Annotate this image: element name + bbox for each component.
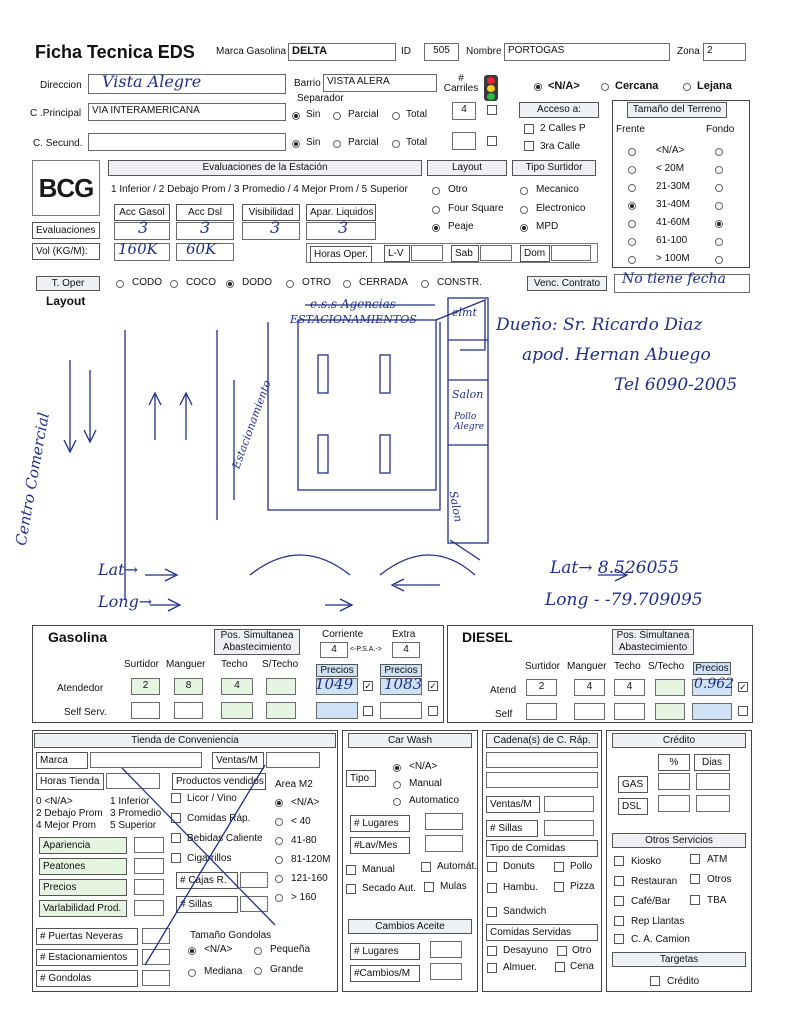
- tipo-comidas-label: Tipo de Comidas: [486, 840, 598, 857]
- gondola-pequena-label: Pequeña: [270, 944, 311, 955]
- servicio-kiosko-label: Kiosko: [631, 856, 662, 867]
- dsl-precio-value: 0.962: [694, 676, 735, 692]
- venc-contrato-handwritten: No tiene fecha: [622, 271, 726, 287]
- eval-acc-dsl-value: 3: [200, 218, 211, 237]
- cambios-lugares-field[interactable]: [430, 941, 462, 958]
- servida-almuer-checkbox[interactable]: [487, 963, 497, 973]
- vol-gas-value: 160K: [118, 240, 158, 258]
- sketch-text-salon: Salon: [452, 388, 484, 401]
- sketch-text-long: Long - -79.709095: [545, 590, 703, 610]
- carwash-na-radio[interactable]: [393, 764, 401, 772]
- area-label: 81-120M: [291, 854, 331, 865]
- puertas-neveras-field[interactable]: [142, 928, 170, 944]
- sketch-text-tel: Tel 6090-2005: [614, 375, 738, 395]
- eval-scale: 1 Inferior / 2 Debajo Prom / 3 Promedio / 4 Mejor Prom / 5 Superior: [111, 184, 408, 195]
- gondolas-label: # Gondolas: [36, 970, 138, 987]
- credito-gas-pct[interactable]: [658, 773, 690, 790]
- sillas-label: # Sillas: [176, 896, 238, 913]
- servida-desayuno-checkbox[interactable]: [487, 946, 497, 956]
- toper-coco-label: COCO: [186, 277, 216, 288]
- tienda-header: Tienda de Conveniencia: [34, 733, 336, 748]
- separador-label: Separador: [297, 93, 344, 104]
- carwash-automat-checkbox[interactable]: [421, 862, 431, 872]
- gas-self-precio-extra[interactable]: [380, 702, 422, 719]
- sketch-text-agencias: e.s.s Agencias: [310, 297, 396, 311]
- tienda-scale-4: 4 Mejor Prom: [36, 820, 97, 831]
- gas-atend-techo[interactable]: 4: [221, 678, 253, 695]
- gas-precio-corriente-checkbox[interactable]: ✓: [364, 681, 372, 691]
- eval-acc-gasol-value: 3: [138, 218, 149, 237]
- dsl-atend-surtidor[interactable]: 2: [526, 679, 557, 696]
- sketch-text-dueno: Dueño: Sr. Ricardo Diaz: [496, 315, 703, 335]
- carwash-secado-label: Secado Aut.: [362, 883, 416, 894]
- credito-dsl-dias[interactable]: [696, 795, 730, 812]
- acceso-2calles-label: 2 Calles P: [540, 123, 586, 134]
- credito-dsl-label: DSL: [618, 798, 648, 815]
- carwash-automatico-radio[interactable]: [393, 798, 401, 806]
- page-title: Ficha Tecnica EDS: [35, 42, 195, 62]
- servicio-restauran-label: Restauran: [631, 876, 678, 887]
- horas-tienda-label: Horas Tienda: [36, 773, 104, 790]
- servicio-cafe-label: Café/Bar: [631, 896, 671, 907]
- diesel-title: DIESEL: [462, 629, 513, 645]
- comida-sandwich-label: Sandwich: [503, 906, 547, 917]
- eval-col-visibilidad: Visibilidad: [242, 204, 300, 221]
- tienda-ventas-label: Ventas/M: [212, 752, 264, 769]
- cambios-aceite-header: Cambios Aceite: [348, 919, 472, 934]
- producto-label: Comidas Ráp.: [187, 813, 251, 824]
- toper-dodo-label: DODO: [242, 277, 272, 288]
- cajas-field[interactable]: [240, 872, 268, 888]
- tienda-eval-label: Peatones: [39, 858, 127, 875]
- cadena-name-field-1[interactable]: [486, 752, 598, 768]
- id-field[interactable]: 505: [424, 43, 459, 61]
- servida-cena-checkbox[interactable]: [555, 962, 565, 972]
- cambios-lugares-label: # Lugares: [350, 943, 420, 960]
- comida-hambu-label: Hambu.: [503, 882, 539, 893]
- area-label: 121-160: [291, 873, 328, 884]
- terreno-option-label: <N/A>: [656, 145, 685, 156]
- eval-col-acc-gasol: Acc Gasol: [114, 204, 170, 221]
- gas-atend-surtidor[interactable]: 2: [131, 678, 160, 695]
- terreno-option-label: 61-100: [656, 235, 688, 246]
- area-label: < 40: [291, 816, 311, 827]
- tienda-scale-2: 2 Debajo Prom: [36, 808, 103, 819]
- horas-lv-label: L-V: [384, 245, 410, 262]
- extra-field[interactable]: 4: [392, 642, 420, 658]
- carriles-field[interactable]: 4: [452, 102, 476, 120]
- cadena-header: Cadena(s) de C. Ráp.: [486, 733, 598, 748]
- dsl-self-techo[interactable]: [614, 703, 645, 720]
- sep2-sin-label: Sin: [306, 137, 321, 148]
- zona-label: Zona: [677, 46, 700, 57]
- comida-pizza-checkbox[interactable]: [554, 882, 564, 892]
- credito-gas-label: GAS: [618, 776, 648, 793]
- servicio-cafe-checkbox[interactable]: [614, 896, 624, 906]
- gas-precio-corriente-value: 1049: [315, 675, 354, 693]
- surtidor-mecanico-label: Mecanico: [536, 184, 579, 195]
- proximity-cercana-label: Cercana: [615, 80, 659, 92]
- tamano-gondolas-label: Tamaño Gondolas: [190, 930, 272, 941]
- gondola-grande-radio[interactable]: [254, 967, 262, 975]
- sep1-sin-label: Sin: [306, 109, 321, 120]
- toper-codo-label: CODO: [132, 277, 162, 288]
- gas-col-techo: Techo: [221, 659, 248, 670]
- dsl-precios-header: Precios: [693, 662, 731, 675]
- tienda-marca-label: Marca: [36, 752, 88, 769]
- toper-otro-label: OTRO: [302, 277, 331, 288]
- terreno-option-label: > 100M: [656, 253, 690, 264]
- layout-otro-label: Otro: [448, 184, 468, 195]
- dsl-atend-techo[interactable]: 4: [614, 679, 645, 696]
- bcg-logo-text: BCG: [38, 173, 94, 203]
- direccion-label: Direccion: [40, 80, 82, 91]
- tienda-marca-field[interactable]: [90, 752, 202, 768]
- comidas-servidas-label: Comidas Servidas: [486, 924, 598, 941]
- sketch-text-estacionamiento-vertical: Estacionamiento: [229, 378, 274, 471]
- dsl-atend-label: Atend: [490, 685, 517, 696]
- tienda-eval-label: Precios: [39, 879, 127, 896]
- dsl-self-precio[interactable]: [692, 703, 732, 720]
- servicio-atm-label: ATM: [707, 854, 728, 865]
- carwash-header: Car Wash: [348, 733, 472, 748]
- dsl-self-manguer[interactable]: [574, 703, 605, 720]
- horas-tienda-field[interactable]: [106, 773, 160, 789]
- cadena-sillas-field[interactable]: [544, 820, 594, 836]
- gondola-mediana-label: Mediana: [204, 966, 243, 977]
- cadena-name-field-2[interactable]: [486, 772, 598, 788]
- atendedor-label: Atendedor: [57, 683, 104, 694]
- acceso-header: Acceso a:: [519, 102, 599, 118]
- dsl-atend-stecho[interactable]: [655, 679, 685, 696]
- dsl-col-manguer: Manguer: [567, 661, 607, 672]
- producto-checkbox[interactable]: [171, 813, 181, 823]
- gas-precios-corriente-header: Precios: [316, 664, 358, 677]
- layout-section-title: Layout: [46, 294, 86, 308]
- area-label: 41-80: [291, 835, 317, 846]
- carwash-automatico-label: Automatico: [409, 795, 460, 806]
- layout-foursquare-label: Four Square: [448, 203, 504, 214]
- dsl-self-label: Self: [495, 709, 513, 720]
- sketch-text-apod: apod. Hernan Abuego: [522, 345, 711, 365]
- estacionamientos-field[interactable]: [142, 949, 170, 965]
- gondola-na-radio[interactable]: [188, 947, 196, 955]
- carwash-lav-field[interactable]: [425, 835, 463, 852]
- servida-otro-checkbox[interactable]: [557, 946, 567, 956]
- sketch-text-estacionamientos: ESTACIONAMIENTOS: [290, 313, 417, 326]
- terreno-option-label: 41-60M: [656, 217, 690, 228]
- targeta-credito-label: Crédito: [667, 976, 700, 987]
- layout-header: Layout: [427, 160, 507, 176]
- sketch-text-long-left: Long→: [98, 592, 153, 611]
- estacionamientos-label: # Estacionamientos: [36, 949, 138, 966]
- sketch-text-pollo: Pollo Alegre: [454, 412, 485, 432]
- producto-label: Bebidas Caliente: [187, 833, 263, 844]
- barrio-label: Barrio: [294, 78, 321, 89]
- gas-self-stecho[interactable]: [266, 702, 296, 719]
- servida-desayuno-label: Desayuno: [503, 945, 549, 956]
- carwash-tipo-label: Tipo: [346, 770, 376, 787]
- carwash-lav-label: #Lav/Mes: [350, 837, 410, 854]
- tienda-eval-field[interactable]: [134, 900, 164, 916]
- dsl-precio-checkbox[interactable]: ✓: [739, 682, 747, 692]
- carriles-label: # Carriles: [443, 73, 479, 94]
- carwash-manual-cb-label: Manual: [362, 864, 395, 875]
- credito-header: Crédito: [612, 733, 746, 748]
- cadena-sillas-label: # Sillas: [486, 820, 538, 837]
- area-label: > 160: [291, 892, 317, 903]
- gas-col-stecho: S/Techo: [262, 659, 299, 670]
- area-radio[interactable]: [275, 799, 283, 807]
- gas-self-precio-corriente[interactable]: [316, 702, 358, 719]
- tienda-scale-3: 3 Promedio: [110, 808, 162, 819]
- servicio-otros-checkbox[interactable]: [690, 874, 700, 884]
- servicio-rep-llantas-checkbox[interactable]: [614, 916, 624, 926]
- comida-donuts-label: Donuts: [503, 861, 535, 872]
- t-oper-label: T. Oper: [36, 276, 100, 291]
- gas-self-techo[interactable]: [221, 702, 253, 719]
- self-serv-label: Self Serv.: [64, 707, 107, 718]
- tienda-eval-field[interactable]: [134, 858, 164, 874]
- carwash-manual-radio[interactable]: [393, 781, 401, 789]
- servicio-otros-label: Otros: [707, 874, 732, 885]
- horas-dom-label: Dom: [520, 245, 550, 262]
- dsl-atend-manguer[interactable]: 4: [574, 679, 605, 696]
- nombre-field[interactable]: PORTOGAS: [504, 43, 670, 61]
- carwash-na-label: <N/A>: [409, 761, 438, 772]
- area-label: <N/A>: [291, 797, 320, 808]
- terreno-header: Tamaño del Terreno: [627, 102, 727, 118]
- dsl-col-techo: Techo: [614, 661, 641, 672]
- corriente-field[interactable]: 4: [320, 642, 348, 658]
- gas-self-manguer[interactable]: [174, 702, 203, 719]
- cadena-ventas-field[interactable]: [544, 796, 594, 812]
- extra-label: Extra: [392, 629, 416, 640]
- marca-gasolina-field[interactable]: DELTA: [288, 43, 396, 61]
- servicio-atm-checkbox[interactable]: [690, 854, 700, 864]
- venc-contrato-label: Venc. Contrato: [527, 276, 607, 291]
- dsl-self-surtidor[interactable]: [526, 703, 557, 720]
- servicio-camion-checkbox[interactable]: [614, 934, 624, 944]
- area-radio[interactable]: [275, 875, 283, 883]
- gondola-grande-label: Grande: [270, 964, 304, 975]
- eval-col-acc-dsl: Acc Dsl: [176, 204, 234, 221]
- comida-pollo-checkbox[interactable]: [554, 862, 564, 872]
- dsl-self-stecho[interactable]: [655, 703, 685, 720]
- servicio-camion-label: C. A. Camion: [631, 934, 690, 945]
- sep2-parcial-label: Parcial: [348, 137, 379, 148]
- evaluaciones-label: Evaluaciones: [32, 222, 100, 239]
- gas-col-surtidor: Surtidor: [124, 659, 160, 670]
- gas-atend-manguer[interactable]: 8: [174, 678, 203, 695]
- comida-hambu-checkbox[interactable]: [487, 883, 497, 893]
- area-radio[interactable]: [275, 856, 283, 864]
- servida-otro-label: Otro: [572, 945, 592, 956]
- fondo-label: Fondo: [706, 124, 735, 135]
- credito-gas-dias[interactable]: [696, 773, 730, 790]
- servicio-tba-label: TBA: [707, 895, 727, 906]
- c-principal-field[interactable]: VIA INTERAMERICANA: [88, 103, 286, 121]
- sep2-total-label: Total: [406, 137, 428, 148]
- carwash-mulas-checkbox[interactable]: [424, 882, 434, 892]
- nombre-label: Nombre: [466, 46, 502, 57]
- gas-precio-extra-checkbox[interactable]: ✓: [429, 681, 437, 691]
- gondola-na-label: <N/A>: [204, 944, 233, 955]
- id-label: ID: [401, 46, 411, 57]
- vol-dsl-value: 60K: [186, 240, 217, 258]
- credito-dias-label: Dias: [694, 754, 730, 771]
- area-radio[interactable]: [275, 818, 283, 826]
- tienda-scale-0: 0 <N/A>: [36, 796, 73, 807]
- gondolas-field[interactable]: [142, 970, 170, 986]
- gas-precio-extra-value: 1083: [384, 675, 423, 693]
- area-radio[interactable]: [275, 894, 283, 902]
- cajas-label: # Cajas R.: [176, 872, 238, 889]
- otros-servicios-header: Otros Servicios: [612, 833, 746, 848]
- proximity-na-label: <N/A>: [548, 80, 580, 92]
- c-principal-label: C .Principal: [30, 108, 82, 119]
- frente-label: Frente: [616, 124, 645, 135]
- tienda-eval-label: Apariencia: [39, 837, 127, 854]
- carwash-manual-checkbox[interactable]: [346, 865, 356, 875]
- sketch-text-lat: Lat→ 8.526055: [550, 558, 680, 578]
- servida-almuer-label: Almuer.: [503, 962, 537, 973]
- gas-precios-extra-header: Precios: [380, 664, 422, 677]
- productos-vendidos-label: Productos vendidos: [172, 773, 266, 790]
- credito-pct-label: %: [658, 754, 690, 771]
- eval-col-apar-liquidos: Apar. Liquidos: [306, 204, 376, 221]
- gas-col-manguer: Manguer: [166, 659, 206, 670]
- eval-visibilidad-value: 3: [270, 218, 281, 237]
- tienda-eval-field[interactable]: [134, 837, 164, 853]
- targetas-header: Targetas: [612, 952, 746, 967]
- credito-dsl-pct[interactable]: [658, 795, 690, 812]
- carwash-secado-checkbox[interactable]: [346, 884, 356, 894]
- psa-label: <-P.S.A.->: [350, 646, 382, 653]
- sillas-field[interactable]: [240, 896, 268, 912]
- c-secund-label: C. Secund.: [33, 138, 83, 149]
- carwash-mulas-label: Mulas: [440, 881, 467, 892]
- carwash-lugares-label: # Lugares: [350, 815, 410, 832]
- toper-cerrada-label: CERRADA: [359, 277, 408, 288]
- gas-self-surtidor[interactable]: [131, 702, 160, 719]
- zona-field[interactable]: 2: [703, 43, 746, 61]
- sketch-text-lat-left: Lat→: [98, 560, 138, 579]
- producto-checkbox[interactable]: [171, 793, 181, 803]
- servicio-tba-checkbox[interactable]: [690, 895, 700, 905]
- gondola-pequena-radio[interactable]: [254, 947, 262, 955]
- terreno-option-label: 21-30M: [656, 181, 690, 192]
- servicio-rep-llantas-label: Rep Llantas: [631, 916, 685, 927]
- cadena-ventas-label: Ventas/M: [486, 796, 540, 813]
- sep1-parcial-label: Parcial: [348, 109, 379, 120]
- servicio-kiosko-checkbox[interactable]: [614, 856, 624, 866]
- servida-cena-label: Cena: [570, 961, 594, 972]
- dsl-col-surtidor: Surtidor: [525, 661, 561, 672]
- direccion-handwritten: Vista Alegre: [102, 72, 202, 91]
- cambios-mes-field[interactable]: [430, 963, 462, 980]
- gas-self-extra-checkbox[interactable]: [428, 706, 438, 716]
- tipo-surtidor-header: Tipo Surtidor: [512, 160, 596, 176]
- tienda-ventas-field[interactable]: [266, 752, 320, 768]
- carwash-lugares-field[interactable]: [425, 813, 463, 830]
- evaluaciones-header: Evaluaciones de la Estación: [108, 160, 422, 176]
- eval-apar-liquidos-value: 3: [338, 218, 349, 237]
- proximity-lejana-label: Lejana: [697, 80, 732, 92]
- dsl-self-checkbox[interactable]: [738, 706, 748, 716]
- barrio-field[interactable]: VISTA ALERA: [323, 74, 437, 92]
- tienda-scale-1: 1 Inferior: [110, 796, 150, 807]
- tienda-eval-label: Varlabilidad Prod.: [39, 900, 127, 917]
- comida-pollo-label: Pollo: [570, 861, 593, 872]
- comida-donuts-checkbox[interactable]: [487, 862, 497, 872]
- layout-peaje-label: Peaje: [448, 221, 474, 232]
- comida-pizza-label: Pizza: [570, 881, 595, 892]
- sketch-building: [298, 320, 436, 490]
- producto-checkbox[interactable]: [171, 833, 181, 843]
- producto-checkbox[interactable]: [171, 853, 181, 863]
- carwash-manual-label: Manual: [409, 778, 442, 789]
- diesel-pos-simultanea: Pos. Simultanea Abastecimiento: [612, 629, 694, 655]
- terreno-option-label: < 20M: [656, 163, 685, 174]
- servicio-restauran-checkbox[interactable]: [614, 876, 624, 886]
- cambios-mes-label: #Cambios/M: [350, 965, 420, 982]
- producto-label: Licor / Vino: [187, 793, 237, 804]
- gondola-mediana-radio[interactable]: [188, 969, 196, 977]
- dsl-col-stecho: S/Techo: [648, 661, 685, 672]
- gas-atend-stecho[interactable]: [266, 678, 296, 695]
- targeta-credito-checkbox[interactable]: [650, 976, 660, 986]
- gas-self-corriente-checkbox[interactable]: [363, 706, 373, 716]
- acceso-3ra-label: 3ra Calle: [540, 141, 581, 152]
- sketch-text-centro-comercial: Centro Comercial: [11, 411, 53, 547]
- sketch-text-salon-2: Salon: [446, 489, 465, 524]
- area-m2-label: Area M2: [275, 779, 313, 790]
- corriente-label: Corriente: [322, 629, 364, 640]
- horas-oper-label: Horas Oper.: [310, 246, 372, 263]
- surtidor-mpd-label: MPD: [536, 221, 559, 232]
- carwash-automat-label: Automát.: [437, 861, 478, 872]
- terreno-option-label: 31-40M: [656, 199, 690, 210]
- vol-label: Vol (KG/M):: [32, 243, 100, 260]
- tienda-eval-field[interactable]: [134, 879, 164, 895]
- toper-constr-label: CONSTR.: [437, 277, 482, 288]
- gasolina-pos-simultanea: Pos. Simultanea Abastecimiento: [214, 629, 300, 655]
- puertas-neveras-label: # Puertas Neveras: [36, 928, 138, 945]
- gasolina-title: Gasolina: [48, 629, 108, 645]
- area-radio[interactable]: [275, 837, 283, 845]
- tienda-scale-5: 5 Superior: [110, 820, 157, 831]
- sep1-total-label: Total: [406, 109, 428, 120]
- producto-label: Cigarrillos: [187, 853, 232, 864]
- surtidor-electronico-label: Electronico: [536, 203, 586, 214]
- horas-sab-label: Sab: [451, 245, 479, 262]
- comida-sandwich-checkbox[interactable]: [487, 907, 497, 917]
- sketch-text-elmt: elmt: [452, 306, 477, 319]
- marca-gasolina-label: Marca Gasolina: [216, 46, 287, 57]
